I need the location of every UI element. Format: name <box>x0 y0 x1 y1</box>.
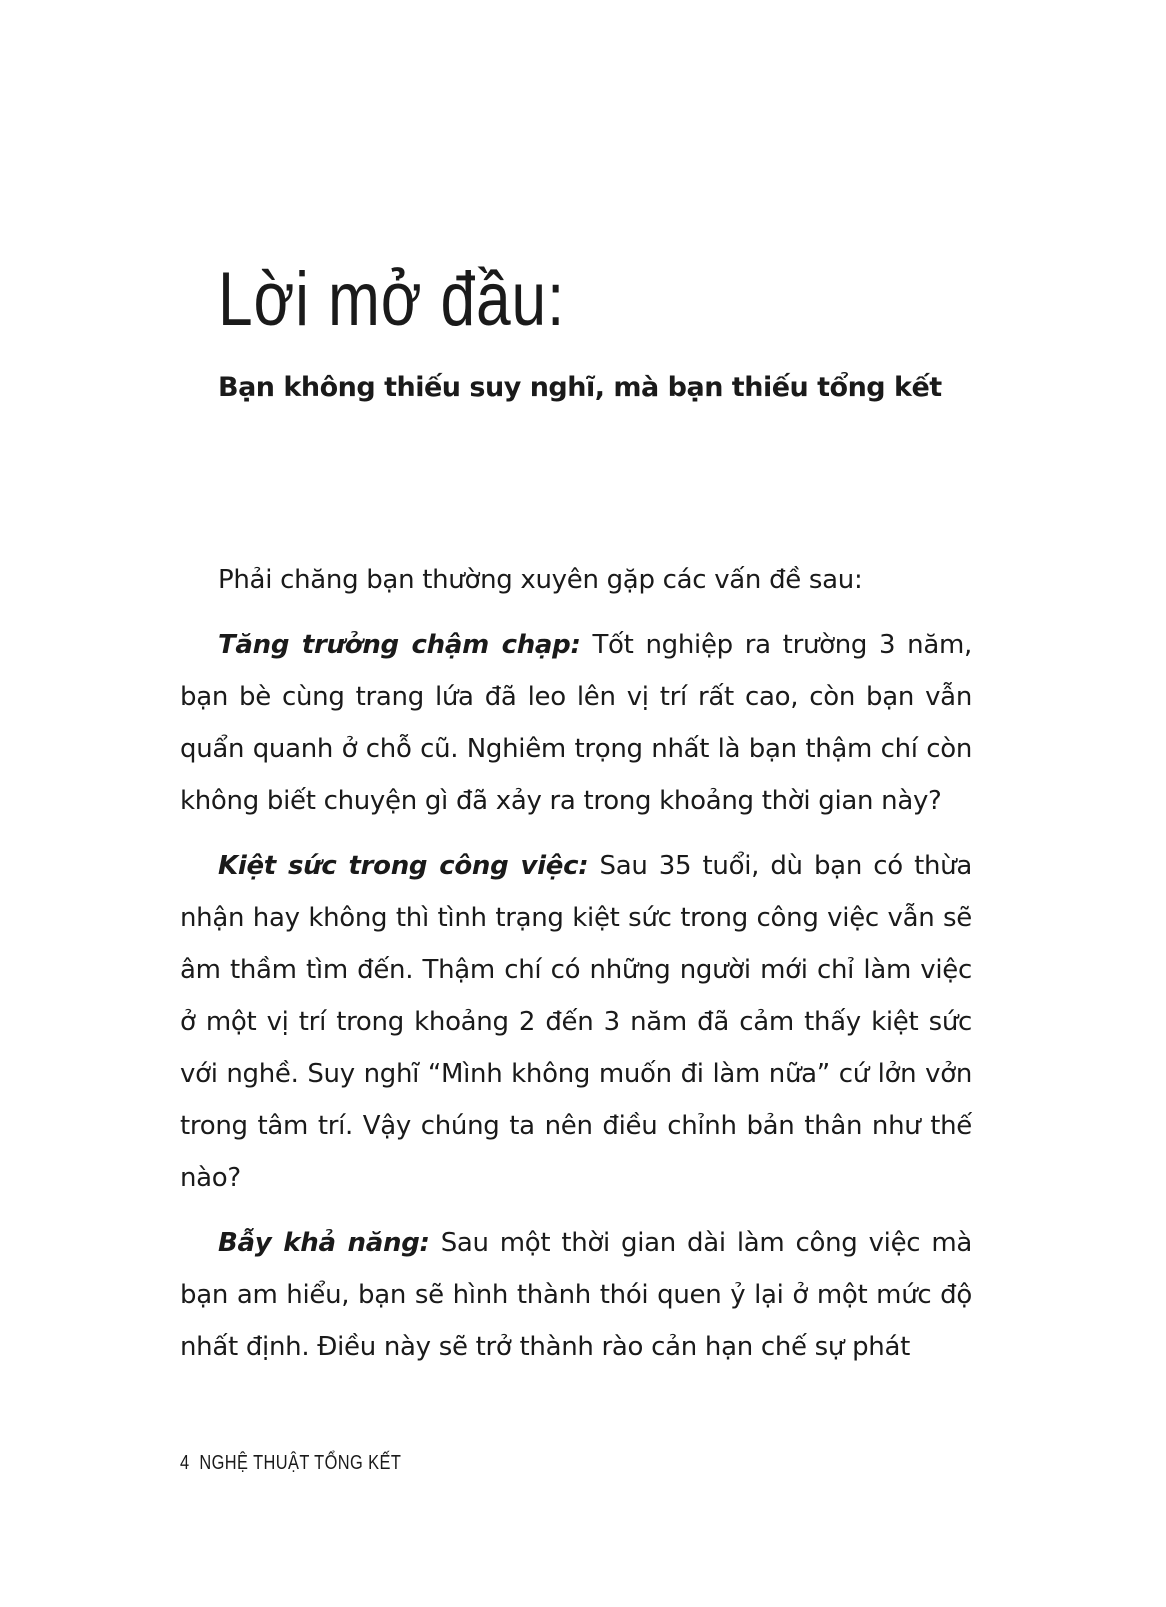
running-book-title: NGHỆ THUẬT TỔNG KẾT <box>199 1452 402 1474</box>
page-number: 4 <box>180 1452 190 1474</box>
section-term: Kiệt sức trong công việc: <box>218 851 589 881</box>
section-text: Sau một thời gian dài làm công việc mà bạn am hiểu, bạn sẽ hình thành thói quen ỷ lại ở một mức độ nhất định. Điều này sẽ trở thành rào cản hạn chế sự phát <box>180 1228 972 1362</box>
section-term: Bẫy khả năng: <box>218 1228 430 1258</box>
intro-paragraph: Phải chăng bạn thường xuyên gặp các vấn đề sau: <box>218 565 863 595</box>
section-paragraph-ability-trap <box>180 1217 972 1373</box>
section-text: Sau 35 tuổi, dù bạn có thừa nhận hay không thì tình trạng kiệt sức trong công việc vẫn sẽ âm thầm tìm đến. Thậm chí có những người mới chỉ làm việc ở một vị trí trong khoảng 2 đến 3 năm đã cảm thấy kiệt sức với nghề. Suy nghĩ “Mình không muốn đi làm nữa” cứ lởn vởn trong tâm trí. Vậy chúng ta nên điều chỉnh bản thân như thế nào? <box>180 851 972 1193</box>
chapter-subtitle: Bạn không thiếu suy nghĩ, mà bạn thiếu tổng kết <box>218 372 942 403</box>
page-footer <box>180 1450 401 1476</box>
chapter-title: Lời mở đầu: <box>218 257 566 342</box>
section-paragraph-burnout <box>180 840 972 1204</box>
body-text <box>180 554 972 1386</box>
section-term: Tăng trưởng chậm chạp: <box>218 630 581 660</box>
section-paragraph-slow-growth <box>180 619 972 827</box>
section-text: Tốt nghiệp ra trường 3 năm, bạn bè cùng trang lứa đã leo lên vị trí rất cao, còn bạn vẫn quẩn quanh ở chỗ cũ. Nghiêm trọng nhất là bạn thậm chí còn không biết chuyện gì đã xảy ra trong khoảng thời gian này? <box>180 630 972 816</box>
